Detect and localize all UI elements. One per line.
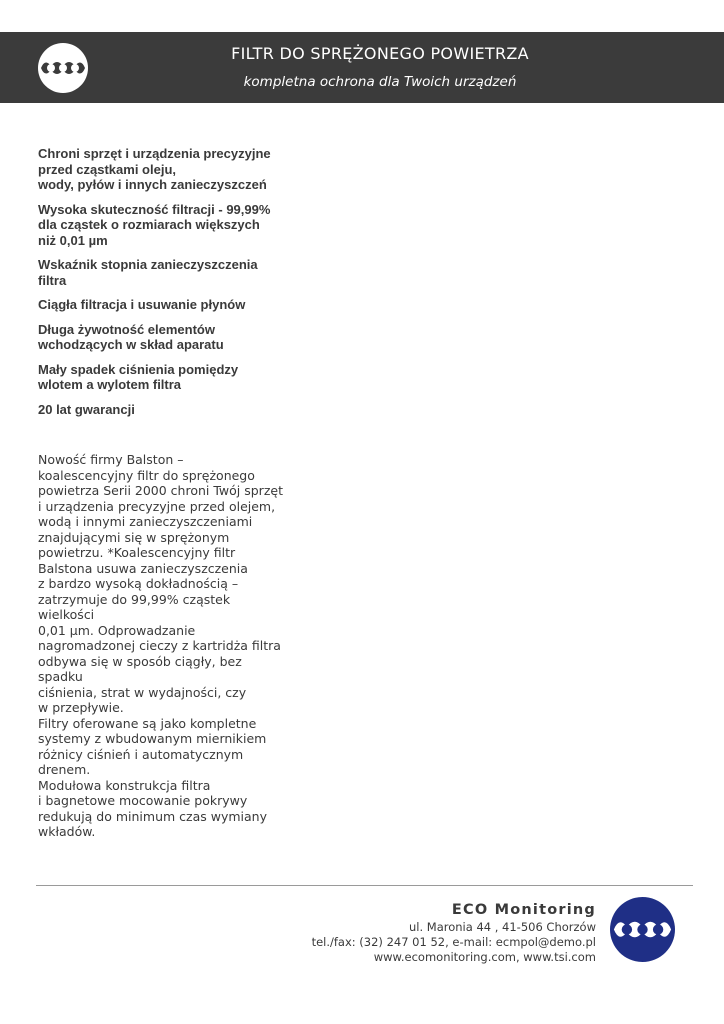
feature-item: Długa żywotność elementów wchodzących w skład aparatu — [38, 321, 224, 352]
feature-item: Wysoka skuteczność filtracji - 99,99% dla cząstek o rozmiarach większych niż 0,01 µm — [38, 201, 271, 248]
feature-item: Chroni sprzęt i urządzenia precyzyjne przed cząstkami oleju, wody, pyłów i innych zanieczyszczeń — [38, 146, 271, 192]
company-contact: tel./fax: (32) 247 01 52, e-mail: ecmpol@demo.pl — [311, 935, 596, 949]
feature-list — [38, 146, 298, 426]
description-text — [38, 452, 283, 839]
header-bar — [0, 32, 724, 103]
feature-item: 20 lat gwarancji — [38, 401, 135, 417]
company-address: ul. Maronia 44 , 41-506 Chorzów — [408, 920, 596, 934]
footer-contact — [250, 902, 596, 965]
company-name: ECO Monitoring — [451, 902, 596, 918]
description-paragraph: Modułowa konstrukcja filtra i bagnetowe mocowanie pokrywy redukują do minimum czas wymiany wkładów. — [38, 777, 267, 839]
eco-monitoring-logo-icon — [38, 43, 88, 93]
feature-item: Mały spadek ciśnienia pomiędzy wlotem a wylotem filtra — [38, 361, 239, 392]
description-paragraph: Nowość firmy Balston – koalescencyjny filtr do sprężonego powietrza Serii 2000 chroni Twój sprzęt i urządzenia precyzyjne przed olejem, wodą i innymi zanieczyszczeniami znajdującymi się w sprężonym powietrzu. *Koalescencyjny filtr Balstona usuwa zanieczyszczenia z bardzo wysoką dokładnością – zatrzymuje do 99,99% cząstek wielkości 0,01 µm. Odprowadzanie nagromadzonej cieczy z kartridża filtra odbywa się w sposób ciągły, bez spadku ciśnienia, strat w wydajności, czy w przepływie. — [38, 452, 283, 715]
footer-divider — [36, 885, 693, 886]
feature-item: Ciągła filtracja i usuwanie płynów — [38, 297, 246, 312]
page-subtitle: kompletna ochrona dla Twoich urządzeń — [243, 74, 517, 90]
company-websites: www.ecomonitoring.com, www.tsi.com — [373, 950, 596, 964]
eco-monitoring-footer-logo-icon — [610, 897, 675, 962]
feature-item: Wskaźnik stopnia zanieczyszczenia filtra — [38, 257, 258, 288]
page-title: FILTR DO SPRĘŻONEGO POWIETRZA — [231, 44, 529, 63]
description-paragraph: Filtry oferowane są jako kompletne systemy z wbudowanym miernikiem różnicy ciśnień i automatycznym drenem. — [38, 715, 267, 777]
